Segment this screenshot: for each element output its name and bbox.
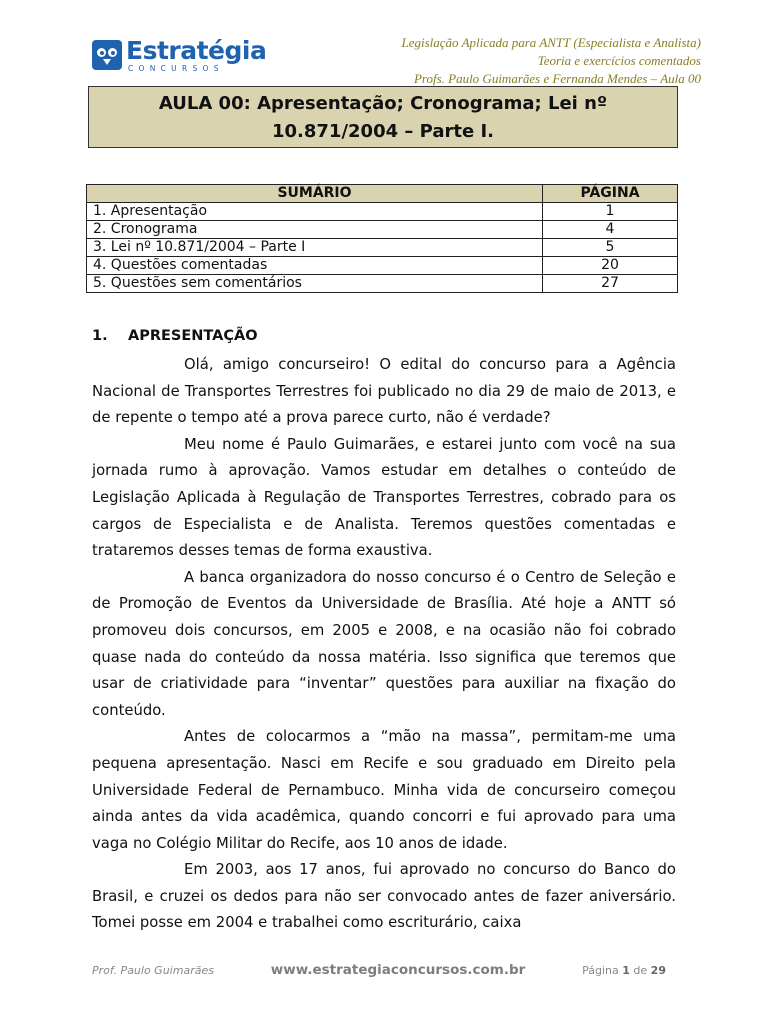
table-row bbox=[87, 275, 678, 293]
logo-subtitle: CONCURSOS bbox=[128, 64, 224, 73]
summary-topic: 3. Lei nº 10.871/2004 – Parte I bbox=[87, 239, 543, 257]
summary-topic: 1. Apresentação bbox=[87, 203, 543, 221]
page-of: de bbox=[633, 964, 648, 977]
page-label: Página bbox=[582, 964, 619, 977]
paragraph: Antes de colocarmos a “mão na massa”, permitam-me uma pequena apresentação. Nasci em Recife e sou graduado em Direito pela Universidade Federal de Pernambuco. Minha vida de concurseiro começou ainda antes da vida acadêmica, quando concorri e fui aprovado para uma vaga no Colégio Militar do Recife, aos 10 anos de idade. bbox=[92, 728, 676, 852]
summary-page: 5 bbox=[543, 239, 678, 257]
summary-topic: 2. Cronograma bbox=[87, 221, 543, 239]
footer-website-link[interactable]: www.estrategiaconcursos.com.br bbox=[270, 962, 526, 978]
document-header bbox=[402, 34, 702, 88]
paragraph: Meu nome é Paulo Guimarães, e estarei junto com você na sua jornada rumo à aprovação. Vamos estudar em detalhes o conteúdo de Legislação Aplicada à Regulação de Transportes Terrestres, cobrado para os cargos de Especialista e de Analista. Teremos questões comentadas e trataremos desses temas de forma exaustiva. bbox=[92, 435, 676, 560]
summary-topic: 5. Questões sem comentários bbox=[87, 275, 543, 293]
table-row bbox=[87, 257, 678, 275]
body-text bbox=[92, 352, 676, 937]
logo-name: Estratégia bbox=[126, 36, 267, 65]
owl-logo-icon bbox=[92, 40, 122, 70]
lesson-title-line-2: 10.871/2004 – Parte I. bbox=[271, 121, 494, 142]
section-heading bbox=[92, 328, 258, 344]
page-total: 29 bbox=[650, 964, 666, 977]
summary-page: 1 bbox=[543, 203, 678, 221]
estrategia-logo bbox=[92, 38, 266, 73]
header-subtitle: Teoria e exercícios comentados bbox=[537, 53, 701, 68]
page-current: 1 bbox=[622, 964, 630, 977]
summary-page: 4 bbox=[543, 221, 678, 239]
footer-page-number bbox=[582, 964, 666, 977]
section-title: APRESENTAÇÃO bbox=[128, 328, 258, 344]
table-row bbox=[87, 239, 678, 257]
header-course: Legislação Aplicada para ANTT (Especialista e Analista) bbox=[401, 35, 701, 50]
header-authors: Profs. Paulo Guimarães e Fernanda Mendes – Aula 00 bbox=[413, 71, 701, 86]
table-row bbox=[87, 221, 678, 239]
summary-col-page: PÁGINA bbox=[543, 185, 678, 203]
footer-author: Prof. Paulo Guimarães bbox=[92, 964, 214, 977]
section-number: 1. bbox=[92, 328, 108, 344]
table-row bbox=[87, 203, 678, 221]
paragraph: A banca organizadora do nosso concurso é o Centro de Seleção e de Promoção de Eventos da Universidade de Brasília. Até hoje a ANTT só promoveu dois concursos, em 2005 e 2008, e na ocasião não foi cobrado quase nada do conteúdo da nossa matéria. Isso significa que teremos que usar de criatividade para “inventar” questões para auxiliar na fixação do conteúdo. bbox=[92, 568, 676, 719]
summary-header-row bbox=[87, 185, 678, 203]
summary-page: 27 bbox=[543, 275, 678, 293]
lesson-title-line-1: AULA 00: Apresentação; Cronograma; Lei nº bbox=[158, 93, 608, 114]
summary-col-topic: SUMÁRIO bbox=[87, 185, 543, 203]
paragraph: Olá, amigo concurseiro! O edital do concurso para a Agência Nacional de Transportes Terrestres foi publicado no dia 29 de maio de 2013, e de repente o tempo até a prova parece curto, não é verdade? bbox=[92, 356, 676, 427]
page-footer bbox=[92, 962, 666, 978]
summary-topic: 4. Questões comentadas bbox=[87, 257, 543, 275]
summary-page: 20 bbox=[543, 257, 678, 275]
lesson-title bbox=[88, 86, 678, 148]
paragraph: Em 2003, aos 17 anos, fui aprovado no concurso do Banco do Brasil, e cruzei os dedos para não ser convocado antes de fazer aniversário. Tomei posse em 2004 e trabalhei como escriturário, caixa bbox=[92, 861, 676, 932]
summary-table bbox=[86, 184, 678, 293]
